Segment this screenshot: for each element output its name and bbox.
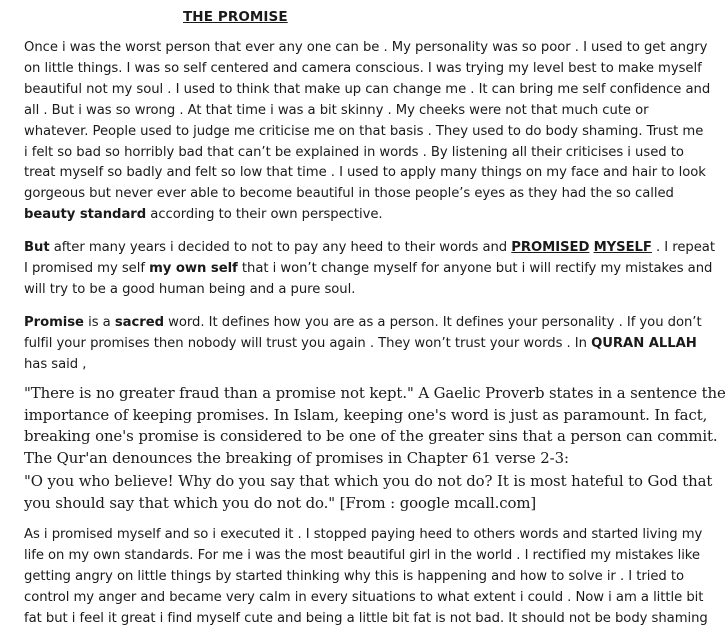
- text-span: according to their own perspective.: [146, 207, 383, 223]
- text-line: on little things. I was so self centered and camera conscious. I was trying my level best to make myself: [24, 60, 702, 76]
- text-span: fulfil your promises then nobody will trust you again . They won’t trust your words . In: [24, 335, 592, 351]
- text-line: The Qur'an denounces the breaking of promises in Chapter 61 verse 2-3:: [24, 448, 569, 467]
- paragraph-promise-definition: [24, 313, 714, 376]
- bold-word: Promise: [24, 315, 84, 330]
- text-line: you should say that which you do not do." [From : google mcall.com]: [24, 493, 537, 512]
- text-line: [24, 334, 714, 355]
- text-line: beautiful not my soul . I used to think that make up can change me . It can bring me self confidence and: [24, 81, 711, 97]
- text-line: "There is no greater fraud than a promise not kept." A Gaelic Proverb states in a sentence the: [24, 384, 726, 402]
- text-line: treat myself so badly and felt so low that time . I used to apply many things on my face and hair to look: [24, 165, 706, 181]
- text-line-cutoff: fat but i feel it great i find myself cute and being a little bit fat is not bad. It should not be body shaming: [24, 610, 708, 626]
- bold-word: But: [24, 240, 50, 255]
- text-line: [24, 205, 714, 226]
- text-line: has said ,: [24, 356, 87, 372]
- text-line: i felt so bad so horribly bad that can’t be explained in words . By listening all their criticises i used to: [24, 144, 684, 160]
- quote-gaelic-proverb: [24, 383, 726, 469]
- underlined-myself: MYSELF: [593, 240, 652, 255]
- text-line: whatever. People used to judge me criticise me on that basis . They used to do body shaming. Trust me: [24, 123, 704, 139]
- text-span: word. It defines how you are as a person. It defines your personality . If you don’t: [164, 315, 702, 330]
- paragraph-promise-decision: [24, 238, 714, 301]
- bold-phrase: my own self: [149, 260, 238, 276]
- bold-phrase: QURAN ALLAH: [591, 335, 697, 351]
- document-title: THE PROMISE: [183, 9, 288, 25]
- text-span: that i won’t change myself for anyone but i will rectify my mistakes and: [237, 260, 713, 276]
- text-line: breaking one's promise is considered to be one of the greater sins that a person can commit.: [24, 427, 718, 446]
- text-line: life on my own standards. For me i was the most beautiful girl in the world . I rectified my mistakes like: [24, 547, 700, 563]
- text-line: "O you who believe! Why do you say that which you do not do? It is most hateful to God that: [24, 472, 713, 490]
- text-line: getting angry on little things by started thinking why this is happening and how to solve ir . I tried to: [24, 568, 684, 584]
- text-span: . I repeat: [651, 240, 715, 255]
- underlined-promised: PROMISED: [511, 240, 590, 255]
- text-line: importance of keeping promises. In Islam, keeping one's word is just as paramount. In fact,: [24, 405, 708, 424]
- text-line: will try to be a good human being and a pure soul.: [24, 281, 356, 297]
- text-line: [24, 313, 714, 334]
- paragraph-intro: [24, 38, 714, 226]
- text-line: [24, 259, 714, 280]
- text-line: Once i was the worst person that ever any one can be . My personality was so poor . I used to get angry: [24, 40, 708, 55]
- text-span: is a: [83, 315, 115, 330]
- text-line: gorgeous but never ever able to become beautiful in those people’s eyes as they had the so called: [24, 186, 674, 202]
- text-line: control my anger and became very calm in every situations to what extent i could . Now i am a little bit: [24, 589, 704, 605]
- text-span: I promised my self: [24, 260, 150, 276]
- text-line: [24, 238, 714, 259]
- text-span: after many years i decided to not to pay any heed to their words and: [49, 240, 512, 255]
- text-line: all . But i was so wrong . At that time i was a bit skinny . My cheeks were not that much cute or: [24, 102, 649, 118]
- bold-phrase: beauty standard: [24, 207, 147, 223]
- text-line: As i promised myself and so i executed it . I stopped paying heed to others words and started living my: [24, 527, 703, 542]
- quote-quran-verse: [24, 471, 714, 514]
- paragraph-conclusion: [24, 525, 714, 626]
- bold-word: sacred: [114, 315, 164, 330]
